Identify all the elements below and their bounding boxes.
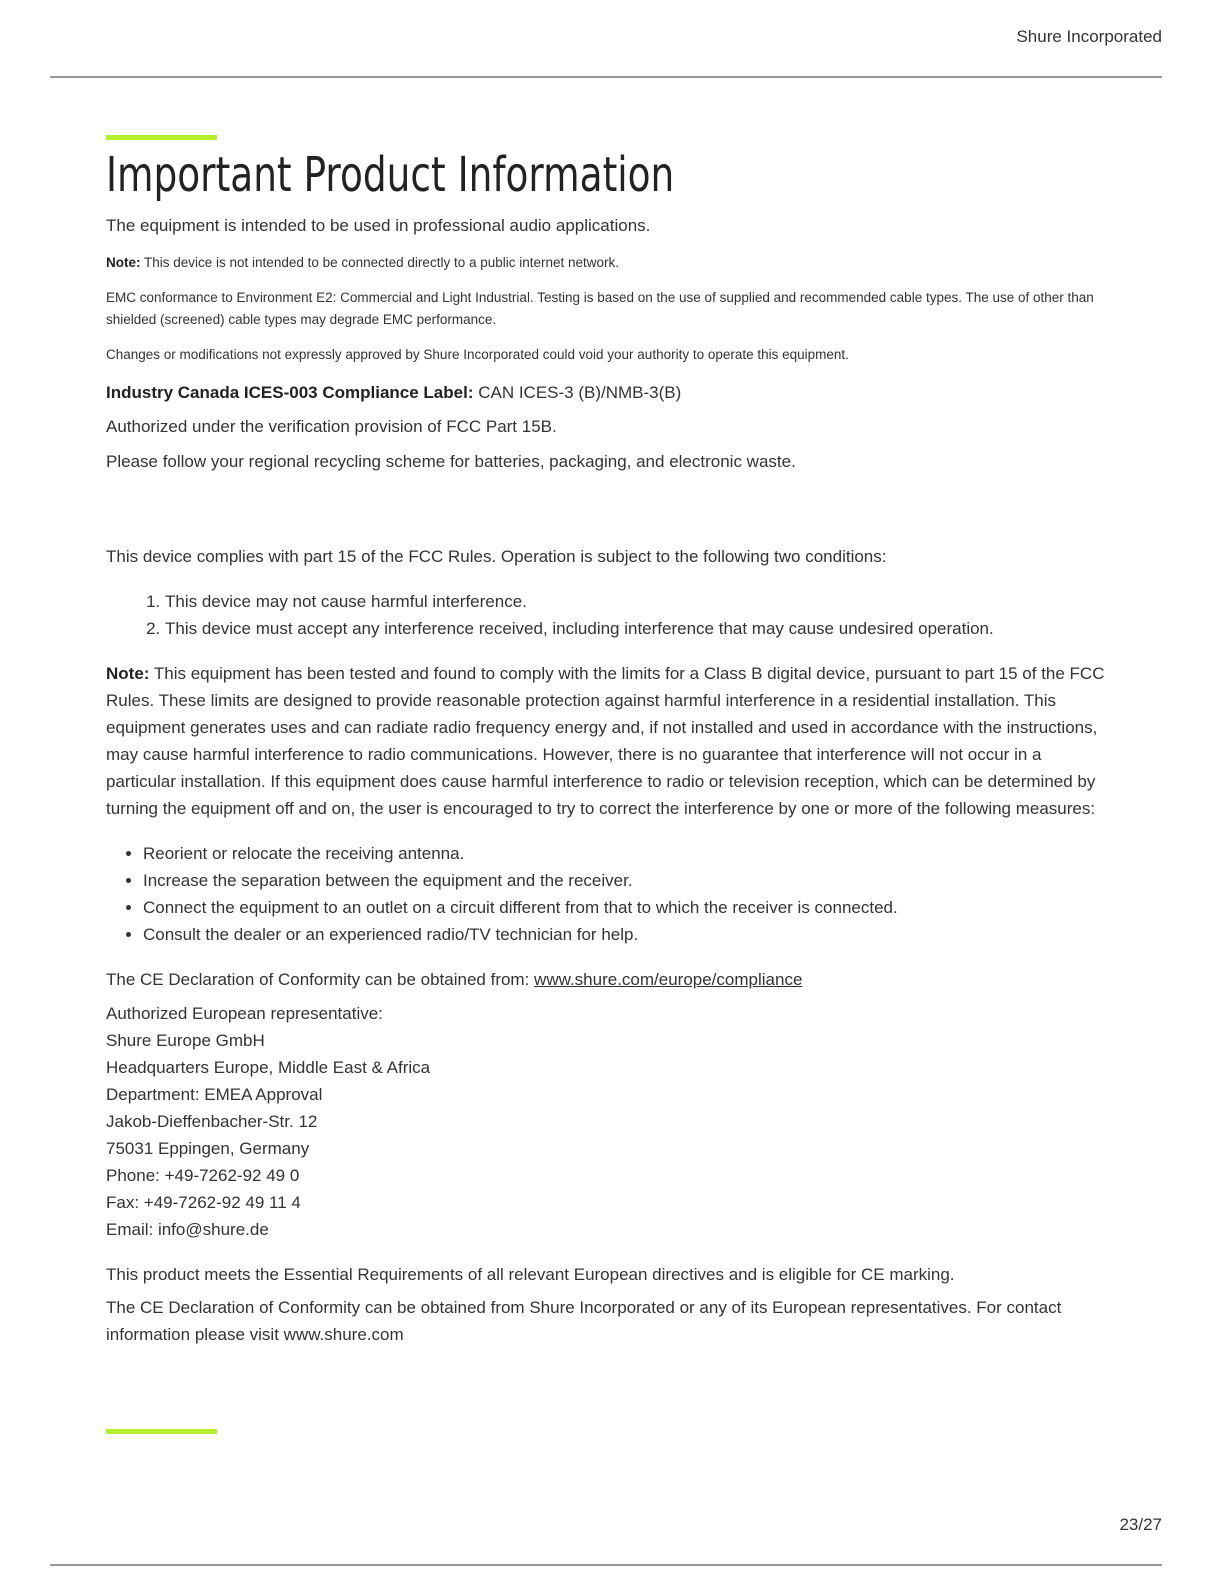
list-item: • Increase the separation between the equipment and the receiver. [143, 867, 1110, 894]
note-label: Note: [106, 255, 141, 270]
emc-text: EMC conformance to Environment E2: Commercial and Light Industrial. Testing is based on the use of supplied and recommended cable types. The use of other than shielded (screened) cable types may degrade EMC performance. [106, 290, 1094, 327]
address-line: Phone: +49-7262-92 49 0 [106, 1166, 300, 1185]
address-line: Fax: +49-7262-92 49 11 4 [106, 1193, 301, 1212]
page-number: 23/27 [1119, 1515, 1162, 1534]
note-label: Note: [106, 664, 150, 683]
ce-contact-info: The CE Declaration of Conformity can be obtained from Shure Incorporated or any of its European representatives. For contact information please visit www.shure.com [106, 1298, 1062, 1344]
note-internet [106, 252, 1110, 274]
recycling-text: Please follow your regional recycling scheme for batteries, packaging, and electronic waste. [106, 452, 796, 471]
fcc-compliance-intro: This device complies with part 15 of the FCC Rules. Operation is subject to the following two conditions: [106, 547, 887, 566]
list-item: • Connect the equipment to an outlet on a circuit different from that to which the receiver is connected. [143, 894, 1110, 921]
eu-representative-address [106, 1000, 1110, 1243]
changes-warning: Changes or modifications not expressly approved by Shure Incorporated could void your authority to operate this equipment. [106, 347, 849, 362]
list-item: • Reorient or relocate the receiving antenna. [143, 840, 1110, 867]
note-text: This device is not intended to be connected directly to a public internet network. [140, 255, 620, 270]
list-item: • Consult the dealer or an experienced radio/TV technician for help. [143, 921, 1110, 948]
header-company-name: Shure Incorporated [1016, 27, 1162, 46]
page-title: Important Product Information [106, 147, 675, 203]
fcc-conditions-list [106, 588, 1110, 642]
industry-canada-label [106, 379, 1110, 406]
footer-divider [50, 1564, 1162, 1566]
footer-accent-bar [106, 1429, 217, 1434]
industry-canada-code: CAN ICES-3 (B)/NMB-3(B) [473, 383, 682, 402]
main-content [106, 146, 1110, 1348]
ce-declaration-text: The CE Declaration of Conformity can be obtained from: [106, 970, 535, 989]
address-line: Email: info@shure.de [106, 1220, 269, 1239]
fcc-authorization: Authorized under the verification provision of FCC Part 15B. [106, 417, 557, 436]
address-line: Headquarters Europe, Middle East & Africa [106, 1058, 431, 1077]
ce-requirements: This product meets the Essential Requirements of all relevant European directives and is eligible for CE marking. [106, 1265, 955, 1284]
list-item: 1. This device may not cause harmful interference. [165, 588, 1110, 615]
address-line: Shure Europe GmbH [106, 1031, 265, 1050]
list-item: 2. This device must accept any interference received, including interference that may cause undesired operation. [165, 615, 1110, 642]
industry-canada-title: Industry Canada ICES-003 Compliance Label: [106, 383, 474, 402]
header-divider [50, 76, 1162, 78]
address-line: Authorized European representative: [106, 1004, 383, 1023]
note-class-b [106, 660, 1110, 822]
ce-declaration [106, 966, 1110, 993]
address-line: Department: EMEA Approval [106, 1085, 323, 1104]
intro-text: The equipment is intended to be used in professional audio applications. [106, 216, 651, 235]
address-line: Jakob-Dieffenbacher-Str. 12 [106, 1112, 318, 1131]
compliance-link[interactable]: www.shure.com/europe/compliance [534, 970, 803, 989]
address-line: 75031 Eppingen, Germany [106, 1139, 310, 1158]
interference-measures-list [106, 840, 1110, 948]
note-text: This equipment has been tested and found to comply with the limits for a Class B digital device, pursuant to part 15 of the FCC Rules. These limits are designed to provide reasonable protection against harmful interference in a residential installation. This equipment generates uses and can radiate radio frequency energy and, if not installed and used in accordance with the instructions, may cause harmful interference to radio communications. However, there is no guarantee that interference will not occur in a particular installation. If this equipment does cause harmful interference to radio or television reception, which can be determined by turning the equipment off and on, the user is encouraged to try to correct the interference by one or more of the following measures: [106, 664, 1105, 818]
title-accent-bar [106, 135, 217, 140]
